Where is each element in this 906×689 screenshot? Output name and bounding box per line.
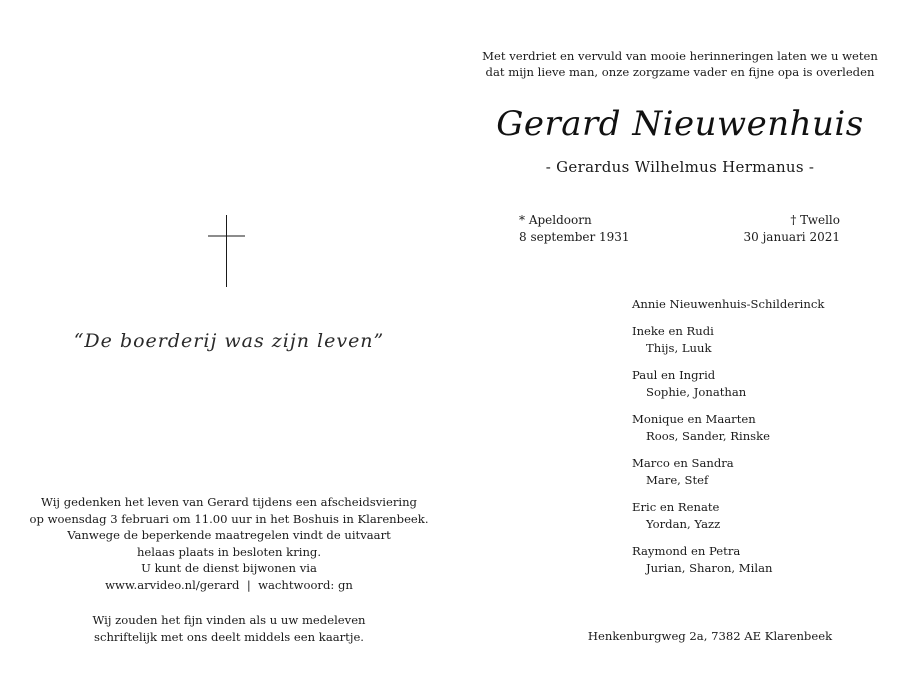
memorial-text [20,494,438,593]
family-children: Jurian, Sharon, Milan [646,561,773,575]
death-date: 30 januari 2021 [743,230,840,244]
family-group [632,323,824,357]
deceased-full-name: - Gerardus Wilhelmus Hermanus - [545,158,815,176]
family-group [632,543,824,577]
address: Henkenburgweg 2a, 7382 AE Klarenbeek [587,629,833,643]
cross-icon [208,215,245,287]
family-children: Mare, Stef [646,473,709,487]
intro-text [480,48,880,80]
memorial-line: helaas plaats in besloten kring. [136,544,322,559]
family-parents: Eric en Renate [632,500,720,514]
intro-line: dat mijn lieve man, onze zorgzame vader en fijne opa is overleden [485,65,875,79]
family-group [632,411,824,445]
memorial-line: U kunt de dienst bijwonen via [141,561,317,575]
spouse-name: Annie Nieuwenhuis-Schilderinck [632,297,825,311]
family-children: Yordan, Yazz [646,517,721,531]
family-parents: Marco en Sandra [632,456,734,470]
memorial-line: Vanwege de beperkende maatregelen vindt de uitvaart [67,528,391,542]
intro-line: Met verdriet en vervuld van mooie herinneringen laten we u weten [482,49,878,63]
birth-date: 8 september 1931 [519,230,630,244]
family-list [632,296,824,577]
family-children: Roos, Sander, Rinske [646,429,770,443]
closing-text [20,612,438,645]
family-group [632,499,824,533]
birth-place: * Apeldoorn [519,213,592,227]
memorial-line: Wij gedenken het leven van Gerard tijdens een afscheidsviering [41,495,417,509]
family-parents: Raymond en Petra [632,544,741,558]
quote: “De boerderij was zijn leven” [73,330,385,352]
death-info [744,212,841,246]
family-children: Thijs, Luuk [646,341,712,355]
family-parents: Monique en Maarten [632,412,756,426]
closing-line: schriftelijk met ons deelt middels een kaartje. [94,629,364,644]
closing-line: Wij zouden het fijn vinden als u uw medeleven [92,613,366,627]
birth-info [519,212,630,246]
memorial-line: op woensdag 3 februari om 11.00 uur in het Boshuis in Klarenbeek. [29,511,429,526]
family-parents: Paul en Ingrid [632,368,716,382]
family-group [632,455,824,489]
family-parents: Ineke en Rudi [632,324,714,338]
family-group [632,367,824,401]
deceased-name: Gerard Nieuwenhuis [496,104,864,144]
family-children: Sophie, Jonathan [646,385,747,399]
death-place: † Twello [790,213,840,227]
memorial-link-line: www.arvideo.nl/gerard | wachtwoord: gn [105,577,353,592]
